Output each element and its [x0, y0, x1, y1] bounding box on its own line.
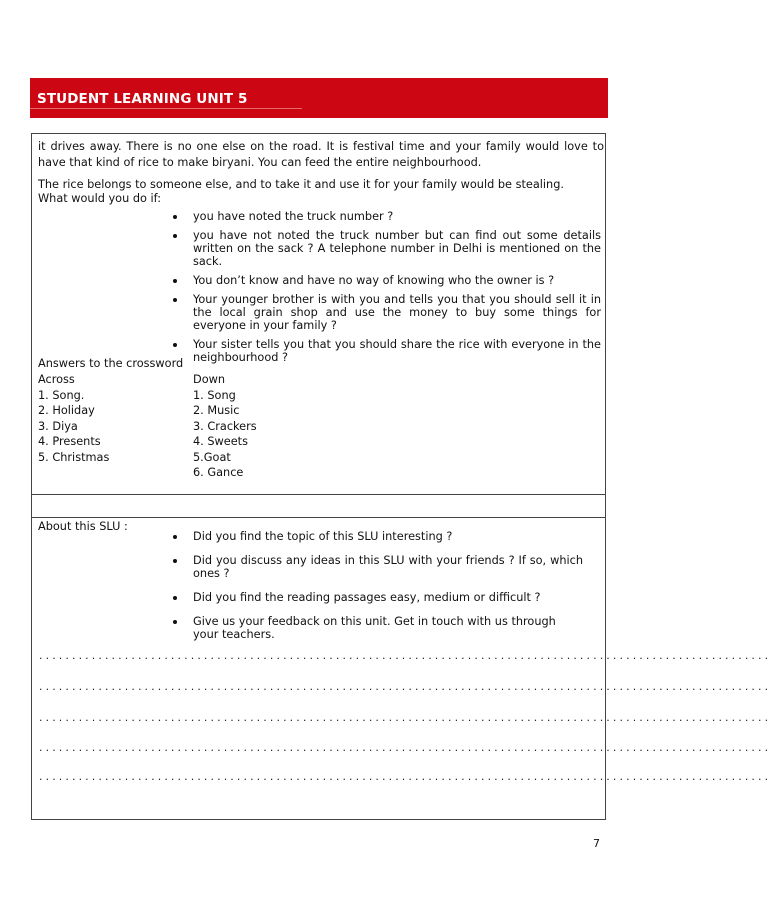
crossword-down: [193, 372, 257, 481]
feedback-questions: [173, 530, 583, 641]
unit-title: STUDENT LEARNING UNIT 5: [37, 91, 248, 107]
list-item: 3. Crackers: [193, 419, 257, 433]
list-item: 4. Sweets: [193, 435, 248, 448]
list-item: Your sister tells you that you should share the rice with everyone in the neighbourhood ?: [173, 338, 601, 364]
list-item: you have noted the truck number ?: [173, 210, 601, 223]
unit-banner: [30, 78, 608, 118]
list-item: 5.Goat: [193, 450, 231, 464]
answer-line[interactable]: ...............................................................................................................: [39, 711, 771, 724]
answer-line[interactable]: ...............................................................................................................: [39, 741, 771, 754]
bullet-icon: [173, 535, 177, 539]
list-item: Did you find the topic of this SLU interesting ?: [173, 530, 583, 543]
bullet-icon: [173, 620, 177, 624]
question-options: [173, 210, 601, 364]
list-item: 5. Christmas: [38, 450, 110, 464]
bullet-icon: [173, 234, 177, 238]
empty-row: [31, 494, 606, 518]
crossword-heading: Answers to the crossword: [38, 357, 184, 370]
bullet-icon: [173, 343, 177, 347]
feedback-box: [31, 517, 771, 820]
list-item: 6. Gance: [193, 466, 244, 479]
banner-underline: [30, 108, 302, 109]
list-item: 2. Holiday: [38, 404, 95, 417]
down-label: Down: [193, 373, 226, 386]
bullet-icon: [173, 279, 177, 283]
list-item: Did you find the reading passages easy, medium or difficult ?: [173, 591, 583, 604]
across-label: Across: [38, 373, 75, 386]
list-item: 1. Song: [193, 388, 236, 402]
bullet-icon: [173, 298, 177, 302]
list-item: 4. Presents: [38, 435, 101, 448]
list-item: Your younger brother is with you and tells you that you should sell it in the local grain shop and use the money to buy some things for everyone in your family ?: [173, 293, 601, 332]
bullet-icon: [173, 559, 177, 563]
bullet-icon: [173, 596, 177, 600]
list-item: You don’t know and have no way of knowing who the owner is ?: [173, 274, 601, 287]
list-item: 3. Diya: [38, 419, 78, 433]
answer-line[interactable]: ...............................................................................................................: [39, 680, 771, 693]
list-item: Give us your feedback on this unit. Get in touch with us through your teachers.: [173, 615, 583, 641]
list-item: Did you discuss any ideas in this SLU with your friends ? If so, which ones ?: [173, 554, 583, 580]
question-intro: What would you do if:: [38, 192, 162, 205]
story-box: [31, 133, 606, 495]
list-item: 1. Song.: [38, 388, 85, 402]
list-item: 2. Music: [193, 404, 240, 417]
bullet-icon: [173, 215, 177, 219]
crossword-across: [38, 372, 109, 465]
answer-line[interactable]: ...............................................................................................................: [39, 649, 771, 662]
answer-line[interactable]: ...............................................................................................................: [39, 770, 771, 783]
story-paragraph-2: The rice belongs to someone else, and to take it and use it for your family would be stealing.: [38, 178, 564, 191]
page-number: 7: [593, 837, 600, 850]
story-paragraph-1: it drives away. There is no one else on the road. It is festival time and your family would love to have that kind of rice to make biryani. You can feed the entire neighbourhood.: [38, 140, 604, 169]
feedback-heading: About this SLU :: [38, 520, 128, 533]
list-item: you have not noted the truck number but can find out some details written on the sack ? A telephone number in Delhi is mentioned on the sack.: [173, 229, 601, 268]
